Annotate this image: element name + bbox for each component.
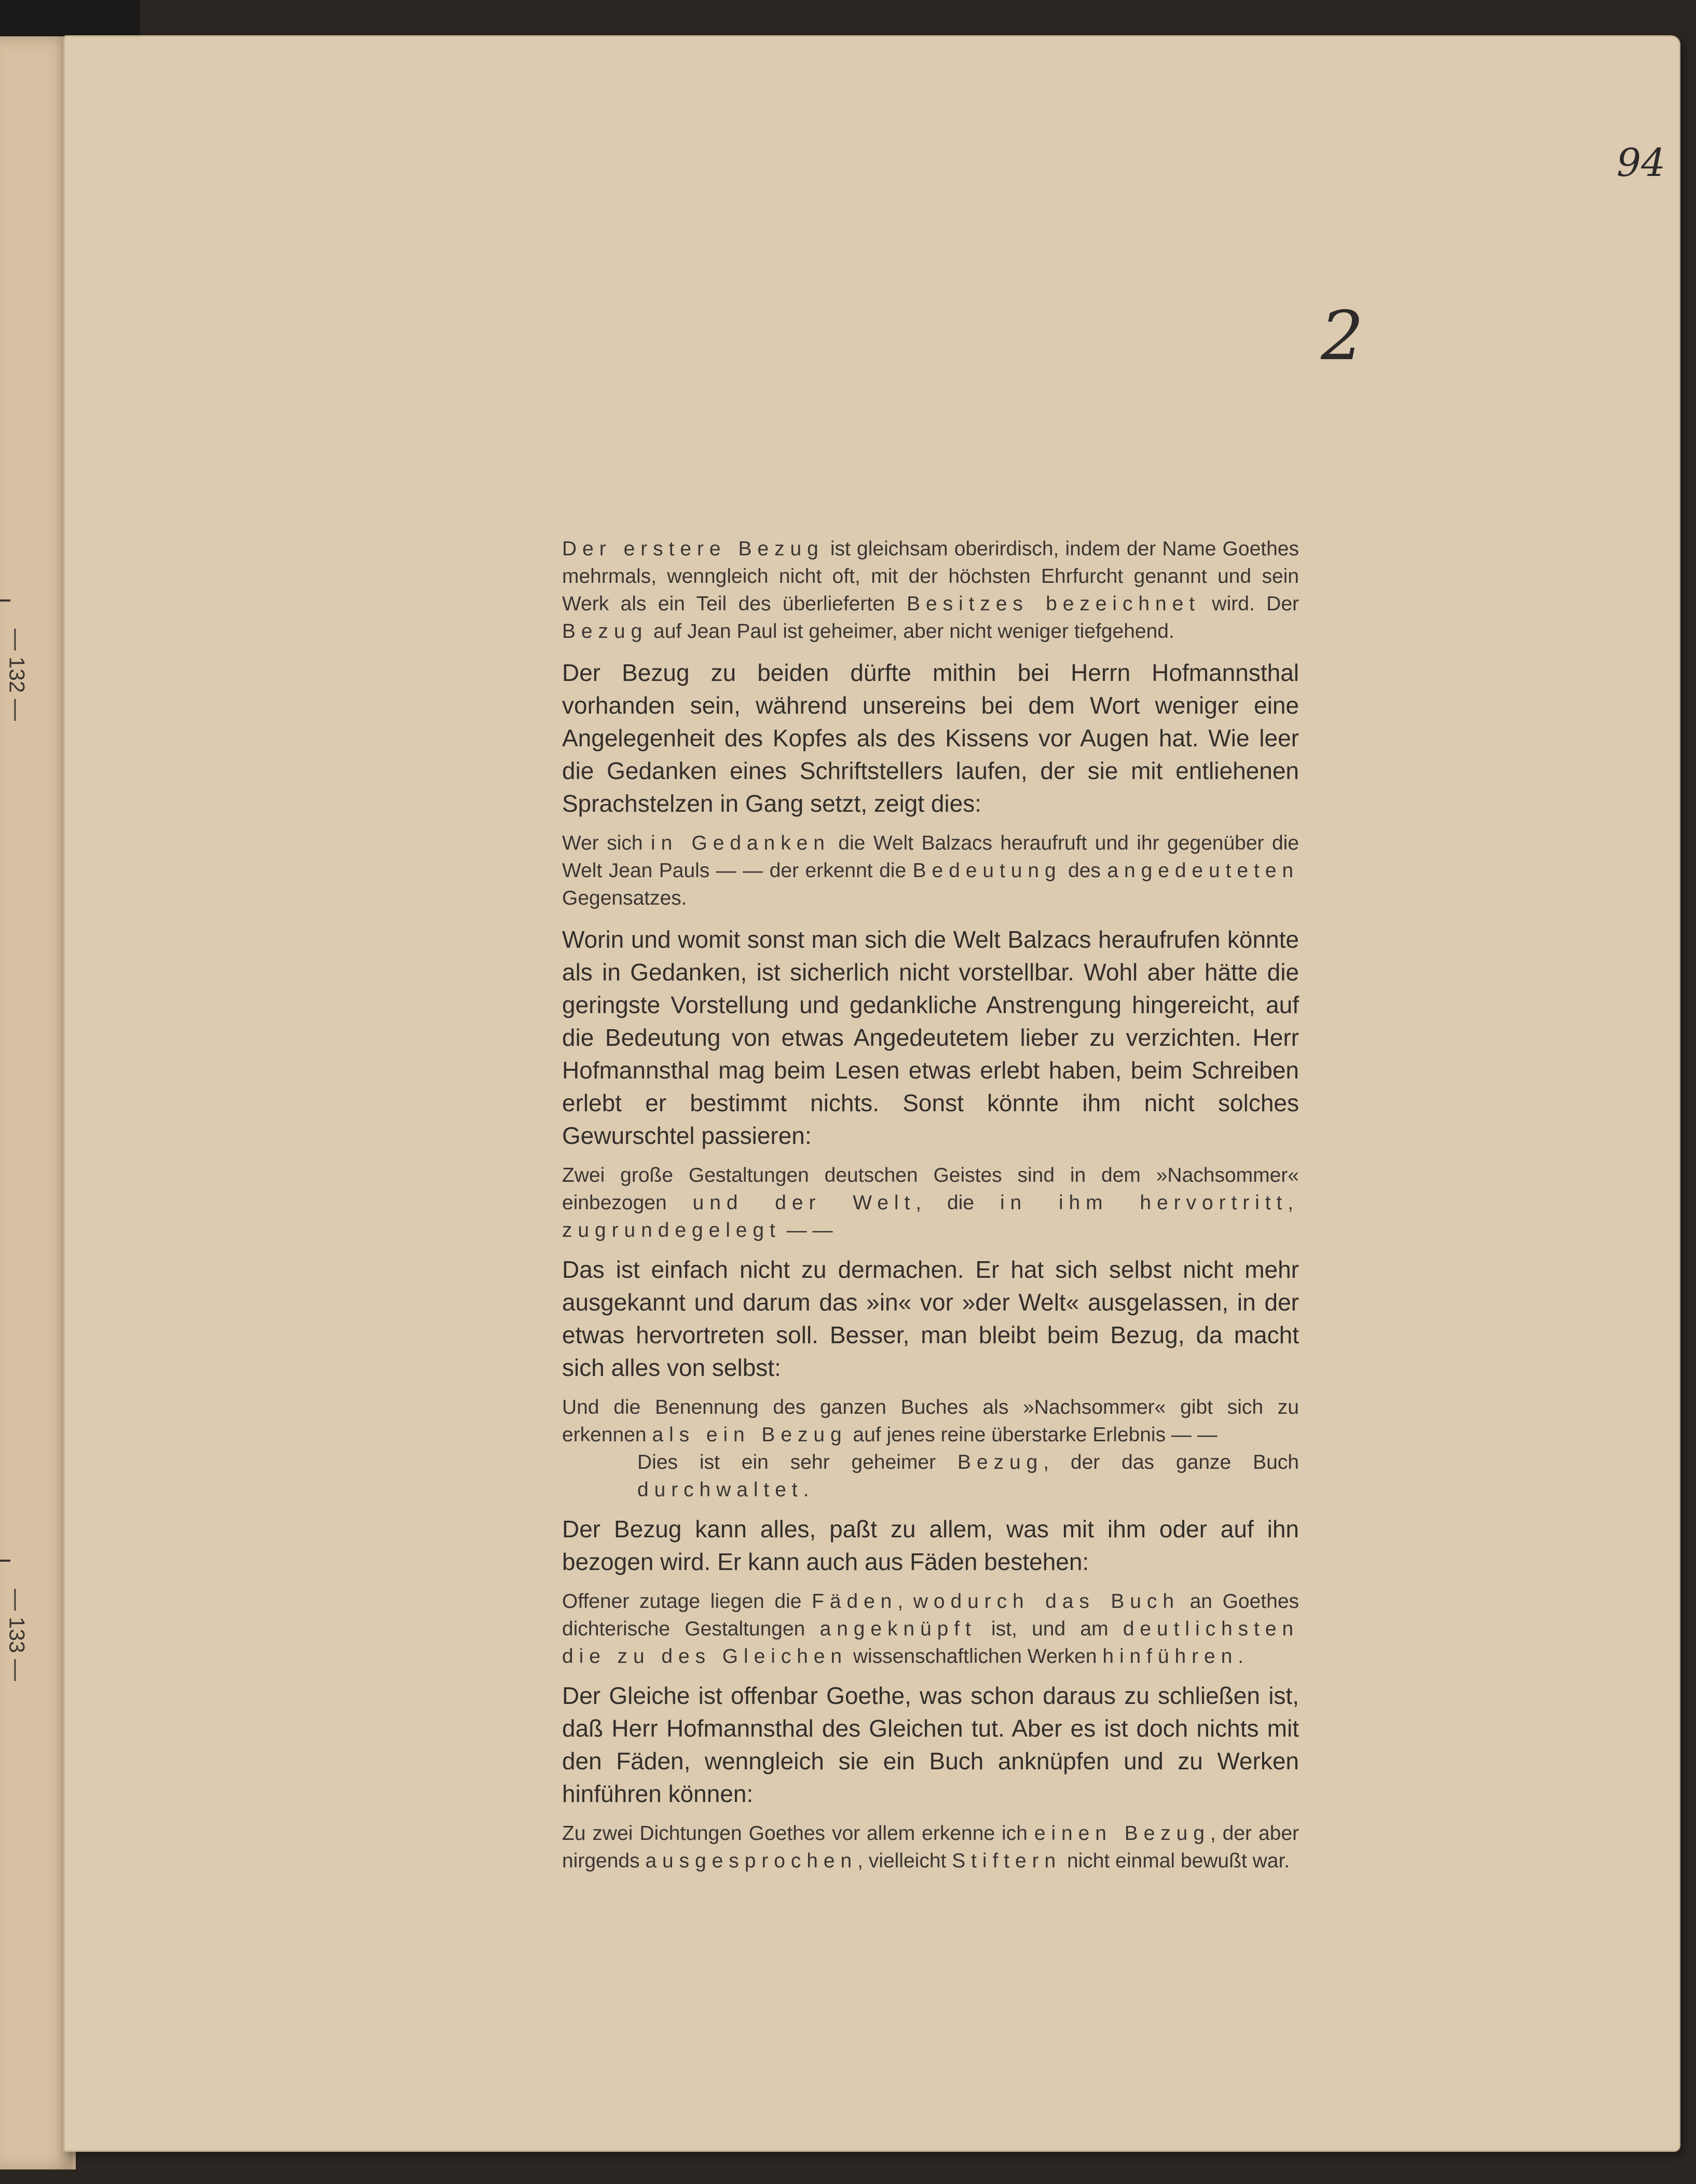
text-run: Offener zutage liegen die (562, 1590, 812, 1613)
quote-paragraph (562, 1394, 1299, 1449)
text-run: , die (915, 1192, 1000, 1214)
quote-paragraph (562, 829, 1299, 912)
body-paragraph: Worin und womit sonst man sich die Welt Balzacs heraufrufen könnte als in Gedanken, ist sicherlich nicht vorstellbar. Wohl aber hätte die geringste Vorstellung und gedankliche Anstrengung hingereicht, auf die Bedeutung von etwas Angedeutetem lieber zu verzichten. Herr Hofmannsthal mag beim Lesen etwas erlebt haben, beim Schreiben erlebt er bestimmt nichts. Sonst könnte ihm nicht solches Gewurschtel passieren: (562, 926, 1299, 1149)
text-run: , der das ganze Buch (1043, 1451, 1300, 1473)
spaced-emphasis: ausgesprochen (645, 1850, 858, 1872)
handwritten-page-number: 94 (1617, 141, 1666, 185)
margin-tick (0, 599, 10, 602)
document-page (63, 35, 1680, 2152)
margin-page-number-upper: — 132 — (5, 629, 30, 721)
text-run: ist, und am (976, 1618, 1123, 1640)
text-run: Gegensatzes. (562, 887, 687, 909)
text-run: Zwei große Gestaltungen deutschen Geistes sind in dem »Nachsommer« einbezogen (562, 1164, 1299, 1214)
text-run: Und die Benennung des ganzen Buches als »Nachsommer« gibt sich zu erkennen (562, 1396, 1299, 1446)
spaced-emphasis: Der erstere Bezug (562, 538, 824, 560)
margin-tick (0, 1560, 10, 1562)
spaced-emphasis: deutlichsten die zu des Gleichen (562, 1618, 1299, 1668)
text-run: . (803, 1479, 809, 1501)
spaced-emphasis: Stiftern (952, 1850, 1062, 1872)
text-run: des (1061, 859, 1107, 882)
handwritten-mark: 2 (1321, 296, 1364, 375)
text-run: wissenschaftlichen Werken (847, 1645, 1103, 1668)
quote-paragraph (562, 1162, 1299, 1244)
text-run: . (1238, 1645, 1244, 1668)
text-run: nicht einmal bewußt war. (1061, 1850, 1290, 1872)
text-run: , vielleicht (857, 1850, 952, 1872)
text-run: , (897, 1590, 913, 1613)
body-paragraph: Der Bezug zu beiden dürfte mithin bei Herrn Hofmannsthal vorhanden sein, während unsereins bei dem Wort weniger eine Angelegenheit des Kopfes als des Kissens vor Augen hat. Wie leer die Gedanken eines Schriftstellers laufen, der sie mit entliehenen Sprachstelzen in Gang setzt, zeigt dies: (562, 659, 1299, 817)
body-paragraph: Das ist einfach nicht zu dermachen. Er hat sich selbst nicht mehr ausgekannt und darum das »in« vor »der Welt« ausgelassen, in der etwas hervortreten soll. Besser, man bleibt beim Bezug, da macht sich alles von selbst: (562, 1256, 1299, 1381)
spaced-emphasis: Bezug (958, 1451, 1044, 1473)
text-run: ist gleichsam oberirdisch, indem der Name Goethes mehrmals, wenngleich nicht oft, mit der höchsten Ehrfurcht genannt und sein Werk als ein Teil des überlieferten (562, 538, 1299, 615)
spaced-emphasis: und der Welt (692, 1192, 916, 1214)
quote-paragraph (562, 535, 1299, 645)
quote-paragraph-indented (562, 1449, 1299, 1504)
body-paragraph: Der Gleiche ist offenbar Goethe, was schon daraus zu schließen ist, daß Herr Hofmannsthal des Gleichen tut. Aber es ist doch nichts mit den Fäden, wenngleich sie ein Buch anknüpfen und zu Werken hinführen können: (562, 1682, 1299, 1807)
spaced-emphasis: Besitzes bezeichnet (907, 593, 1201, 615)
spaced-emphasis: angedeuteten (1107, 859, 1299, 882)
spaced-emphasis: als ein Bezug (652, 1424, 847, 1446)
quote-paragraph (562, 1588, 1299, 1670)
spaced-emphasis: in Gedanken (650, 832, 830, 854)
spaced-emphasis: Bezug (562, 620, 648, 643)
quote-paragraph (562, 1820, 1299, 1875)
text-run: Dies ist ein sehr geheimer (637, 1451, 958, 1473)
spaced-emphasis: durchwaltet (637, 1479, 803, 1501)
text-run: Zu zwei Dichtungen Goethes vor allem erkenne ich (562, 1822, 1034, 1845)
margin-page-number-lower: — 133 — (5, 1589, 30, 1681)
text-run: , der aber nirgends (562, 1822, 1299, 1872)
spaced-emphasis: Fäden (812, 1590, 898, 1613)
body-paragraph: Der Bezug kann alles, paßt zu allem, was mit ihm oder auf ihn bezogen wird. Er kann auch aus Fäden bestehen: (562, 1516, 1299, 1575)
text-run: — — (781, 1219, 833, 1241)
text-column (562, 535, 1299, 1875)
spaced-emphasis: in ihm hervortritt, zugrundegelegt (562, 1192, 1299, 1241)
spaced-emphasis: wodurch das Buch (913, 1590, 1180, 1613)
text-run: an Goethes dichterische Gestaltungen (562, 1590, 1300, 1640)
text-run: auf Jean Paul ist geheimer, aber nicht weniger tiefgehend. (648, 620, 1174, 643)
text-run: wird. Der (1200, 593, 1299, 615)
spaced-emphasis: Bedeutung (912, 859, 1062, 882)
text-run: Wer sich (562, 832, 651, 854)
spaced-emphasis: hinführen (1102, 1645, 1238, 1668)
spaced-emphasis: einen Bezug (1034, 1822, 1210, 1845)
text-run: die Welt Balzacs heraufruft und ihr gegenüber die Welt Jean Pauls — — der erkennt die (562, 832, 1299, 882)
text-run: auf jenes reine überstarke Erlebnis — — (847, 1424, 1218, 1446)
spaced-emphasis: angeknüpft (819, 1618, 977, 1640)
